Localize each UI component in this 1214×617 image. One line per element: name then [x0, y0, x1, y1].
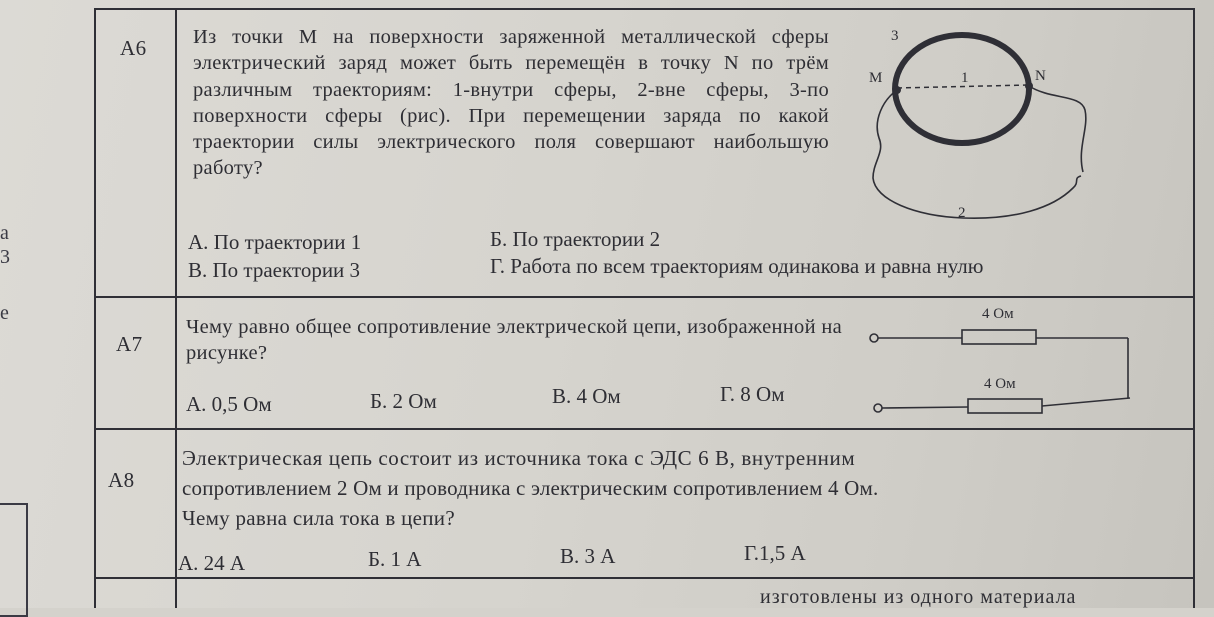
table-column-divider — [175, 8, 177, 608]
terminal-bottom — [874, 404, 882, 412]
point-m-dot — [893, 86, 901, 94]
trajectory-2-right-arc — [1029, 86, 1086, 172]
sphere-trajectories-figure — [845, 20, 1115, 235]
table-top-border — [94, 8, 1195, 10]
answer-option-a: А. По траектории 1 — [188, 230, 362, 254]
next-question-fragment: изготовлены из одного материала — [760, 592, 1077, 608]
row-divider-a8-next — [94, 577, 1195, 579]
answer-option-a: А. 0,5 Ом — [186, 392, 272, 416]
wire-bottom-right — [1042, 398, 1130, 406]
label-path-3: 3 — [891, 28, 899, 44]
answer-option-d: Г.1,5 А — [744, 541, 806, 565]
point-n-dot — [1025, 82, 1033, 90]
label-point-n: N — [1035, 68, 1046, 84]
terminal-top — [870, 334, 878, 342]
sphere-outline — [895, 35, 1029, 143]
label-point-m: M — [869, 70, 883, 86]
answer-option-b: Б. 1 А — [368, 547, 422, 571]
resistor-2 — [968, 399, 1042, 413]
margin-char: е — [0, 302, 9, 324]
trajectory-2-outside — [873, 90, 1081, 218]
margin-box — [0, 503, 28, 617]
resistor-1 — [962, 330, 1036, 344]
question-number: A7 — [116, 332, 143, 356]
resistor-circuit-figure — [860, 298, 1150, 423]
question-text-line: сопротивлением 2 Ом и проводника с электрическим сопротивлением 4 Ом. — [182, 476, 879, 500]
resistor-1-label: 4 Ом — [982, 306, 1014, 322]
question-number: A6 — [120, 36, 147, 60]
row-divider-a7-a8 — [94, 428, 1195, 430]
answer-option-b: Б. По траектории 2 — [490, 227, 661, 251]
question-text: Из точки М на поверхности заряженной металлической сферы электрический заряд может быть перемещён в точку N по трём различным траекториям: 1-внутри сферы, 2-вне сферы, 3-по поверхности сферы (рис). При перемещении заряда по какой траектории силы электрического поля совершают наибольшую работу? — [193, 26, 829, 180]
answer-option-d: Г. Работа по всем траекториям одинакова и равна нулю — [490, 254, 984, 278]
margin-char: 3 — [0, 246, 10, 268]
question-text-line: Чему равна сила тока в цепи? — [182, 506, 455, 530]
margin-char: а — [0, 222, 9, 244]
question-number: A8 — [108, 468, 135, 492]
question-text-line: Электрическая цепь состоит из источника тока с ЭДС 6 В, внутренним — [182, 446, 856, 470]
table-left-border — [94, 8, 96, 608]
bottom-cutoff-wrapper — [760, 592, 1120, 608]
answer-option-c: В. 3 А — [560, 544, 616, 568]
question-text: Чему равно общее сопротивление электрической цепи, изображенной на рисунке? — [186, 316, 842, 365]
label-path-2: 2 — [958, 205, 966, 221]
answer-option-d: Г. 8 Ом — [720, 382, 785, 406]
wire-bottom-left — [882, 407, 968, 408]
label-path-1: 1 — [961, 70, 969, 86]
answer-option-c: В. По траектории 3 — [188, 258, 361, 282]
answer-option-b: Б. 2 Ом — [370, 389, 437, 413]
answer-option-a: А. 24 А — [178, 551, 246, 575]
resistor-2-label: 4 Ом — [984, 376, 1016, 392]
answer-option-c: В. 4 Ом — [552, 384, 621, 408]
table-right-border — [1193, 8, 1195, 608]
